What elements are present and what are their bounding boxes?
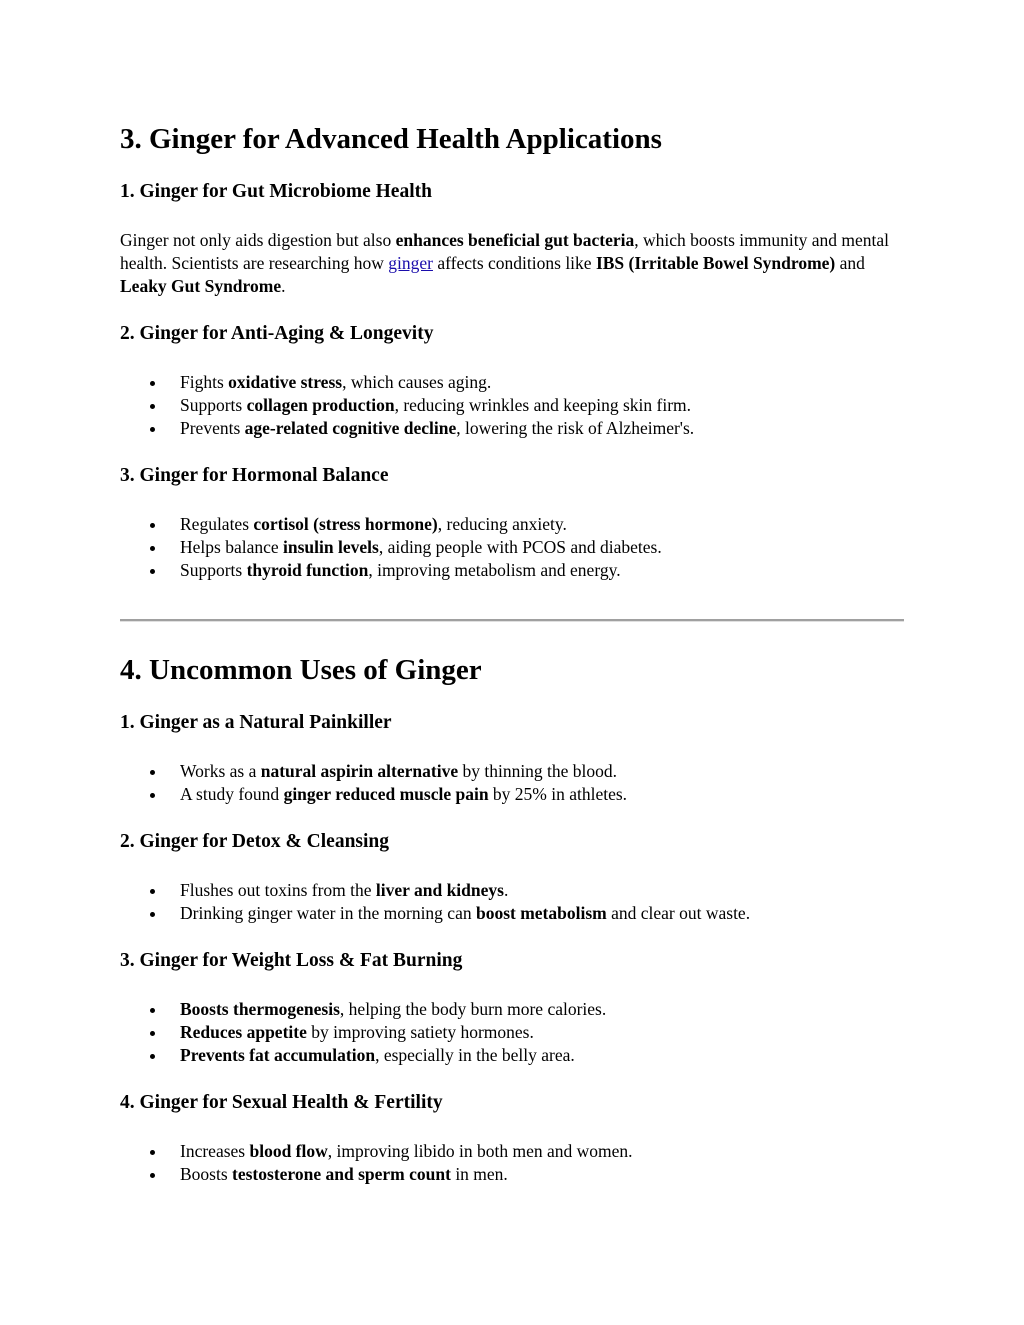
list-item: Prevents fat accumulation, especially in the belly area. <box>120 1044 606 1067</box>
ginger-link[interactable]: ginger <box>388 253 433 273</box>
weight-loss-heading: 3. Ginger for Weight Loss & Fat Burning <box>120 950 463 971</box>
section-4-heading: 4. Uncommon Uses of Ginger <box>120 654 482 686</box>
section-divider <box>120 619 904 622</box>
list-item: Supports thyroid function, improving metabolism and energy. <box>120 559 662 582</box>
weight-loss-list <box>120 998 606 1067</box>
section-3-heading: 3. Ginger for Advanced Health Applications <box>120 123 662 155</box>
list-item: Drinking ginger water in the morning can boost metabolism and clear out waste. <box>120 902 750 925</box>
list-item: Flushes out toxins from the liver and kidneys. <box>120 879 750 902</box>
list-item: Boosts testosterone and sperm count in men. <box>120 1163 633 1186</box>
list-item: Regulates cortisol (stress hormone), reducing anxiety. <box>120 513 662 536</box>
detox-list <box>120 879 750 925</box>
list-item: Supports collagen production, reducing wrinkles and keeping skin firm. <box>120 394 694 417</box>
hormonal-balance-heading: 3. Ginger for Hormonal Balance <box>120 465 389 486</box>
list-item: Increases blood flow, improving libido in both men and women. <box>120 1140 633 1163</box>
list-item: Fights oxidative stress, which causes aging. <box>120 371 694 394</box>
gut-microbiome-paragraph: Ginger not only aids digestion but also enhances beneficial gut bacteria, which boosts immunity and mental health. Scientists are researching how ginger affects conditions like IBS (Irritable Bowel Syndrome) and Leaky Gut Syndrome. <box>120 230 889 296</box>
list-item: Reduces appetite by improving satiety hormones. <box>120 1021 606 1044</box>
list-item: Boosts thermogenesis, helping the body burn more calories. <box>120 998 606 1021</box>
gut-microbiome-heading: 1. Ginger for Gut Microbiome Health <box>120 181 432 202</box>
anti-aging-list <box>120 371 694 440</box>
natural-painkiller-list <box>120 760 627 806</box>
list-item: Prevents age-related cognitive decline, lowering the risk of Alzheimer's. <box>120 417 694 440</box>
hormonal-balance-list <box>120 513 662 582</box>
sexual-health-list <box>120 1140 633 1186</box>
detox-heading: 2. Ginger for Detox & Cleansing <box>120 831 390 852</box>
list-item: A study found ginger reduced muscle pain by 25% in athletes. <box>120 783 627 806</box>
list-item: Works as a natural aspirin alternative by thinning the blood. <box>120 760 627 783</box>
natural-painkiller-heading: 1. Ginger as a Natural Painkiller <box>120 712 392 733</box>
anti-aging-heading: 2. Ginger for Anti-Aging & Longevity <box>120 323 434 344</box>
list-item: Helps balance insulin levels, aiding people with PCOS and diabetes. <box>120 536 662 559</box>
sexual-health-heading: 4. Ginger for Sexual Health & Fertility <box>120 1092 443 1113</box>
